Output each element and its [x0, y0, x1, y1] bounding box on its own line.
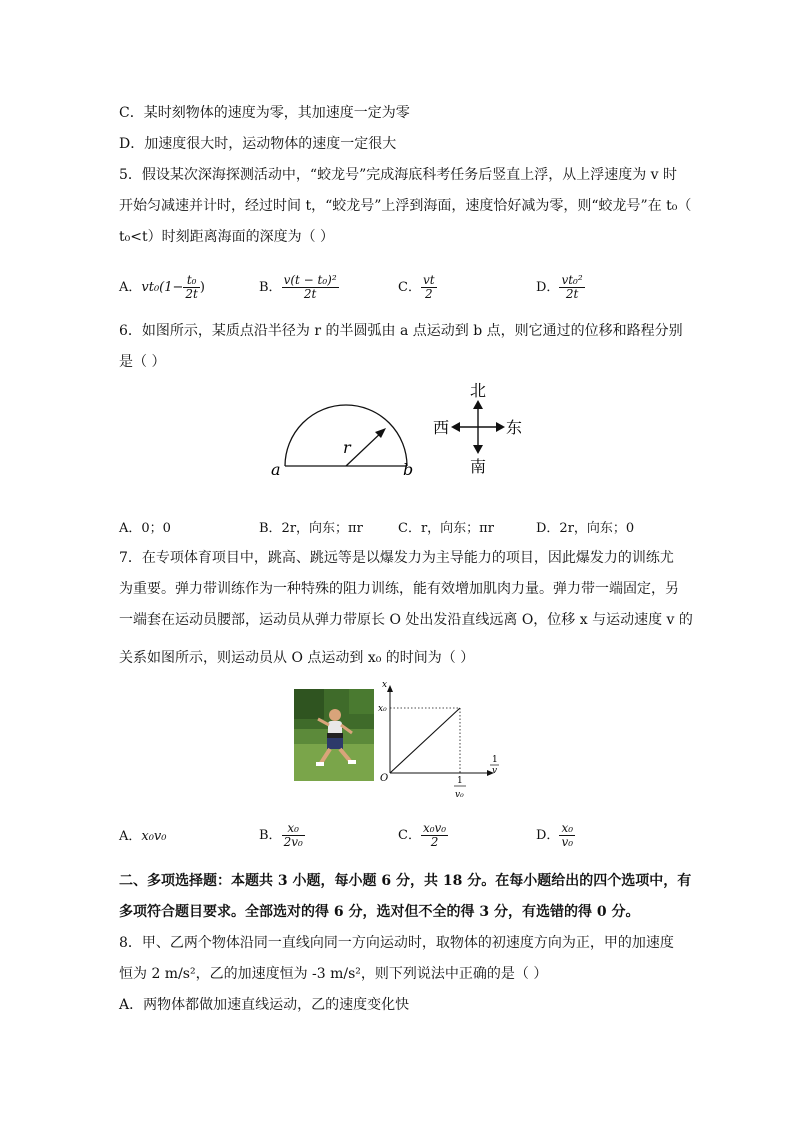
tick-den: v₀ — [455, 790, 464, 800]
question-8-line-2: 恒为 2 m/s²，乙的加速度恒为 -3 m/s²，则下列说法中正确的是（ ） — [119, 966, 548, 982]
data-line — [390, 708, 460, 773]
q5-option-a: A．vt₀(1− $\frac{\text{t₀}}{2t}$ ) — [119, 273, 205, 301]
west-arrow — [451, 422, 460, 432]
q7-option-d: D． $\frac{\text{x₀}}{\text{v₀}}$ — [536, 821, 574, 849]
q6-option-c: C．r，向东；πr — [398, 521, 494, 536]
origin-label: O — [380, 773, 389, 784]
east-arrow — [496, 422, 505, 432]
x0-label: x₀ — [378, 704, 387, 714]
q7-option-c: C． $\frac{\text{x₀v₀}}{2}$ — [398, 821, 447, 849]
question-7-line-3: 一端套在运动员腰部，运动员从弹力带原长 O 处出发沿直线远离 O，位移 x 与运动速度 v 的 — [119, 612, 693, 628]
label-b: b — [403, 460, 414, 479]
radius-arrow — [346, 430, 384, 466]
question-7-line-2: 为重要。弹力带训练作为一种特殊的阻力训练，能有效增加肌肉力量。弹力带一端固定，另 — [119, 581, 679, 597]
q6-option-b: B．2r，向东；πr — [259, 521, 363, 536]
question-5-line-1: 5．假设某次深海探测活动中，“蛟龙号”完成海底科考任务后竖直上浮，从上浮速度为 v 时 — [119, 167, 678, 183]
q5-option-c: C． $\frac{vt}{2}$ — [398, 273, 435, 301]
label-r: r — [343, 438, 351, 457]
label-south: 南 — [470, 457, 487, 476]
x-vs-inverse-v-graph — [378, 677, 508, 802]
section-2-heading-line-2: 多项符合题目要求。全部选对的得 6 分，选对但不全的得 3 分，有选错的得 0 分。 — [119, 904, 640, 920]
q7-option-b: B． $\frac{\text{x₀}}{\text{2v₀}}$ — [259, 821, 303, 849]
compass-figure — [425, 380, 535, 480]
q7-option-a: A．x₀v₀ — [119, 829, 167, 844]
h-axis-den: v — [492, 766, 498, 776]
question-5-line-3: t₀<t）时刻距离海面的深度为（ ） — [119, 229, 335, 245]
question-7-line-1: 7．在专项体育项目中，跳高、跳远等是以爆发力为主导能力的项目，因此爆发力的训练尤 — [119, 550, 674, 566]
label-west: 西 — [433, 418, 450, 437]
question-7-line-4: 关系如图所示，则运动员从 O 点运动到 x₀ 的时间为（ ） — [119, 650, 475, 666]
option-c-prev: C．某时刻物体的速度为零，其加速度一定为零 — [119, 105, 410, 121]
q6-option-a: A．0；0 — [119, 521, 171, 536]
label-north: 北 — [470, 381, 487, 400]
q8-option-a: A．两物体都做加速直线运动，乙的速度变化快 — [119, 997, 410, 1013]
question-6-line-2: 是（ ） — [119, 354, 166, 370]
question-6-line-1: 6．如图所示，某质点沿半径为 r 的半圆弧由 a 点运动到 b 点，则它通过的位移和路程分别 — [119, 323, 683, 339]
south-arrow — [473, 445, 483, 454]
question-5-line-2: 开始匀减速并计时，经过时间 t，“蛟龙号”上浮到海面，速度恰好减为零，则“蛟龙号”在 t₀（ — [119, 198, 692, 214]
h-axis-num: 1 — [492, 755, 498, 765]
tick-num: 1 — [457, 776, 463, 786]
q6-option-d: D．2r，向东；0 — [536, 521, 635, 536]
north-arrow — [473, 400, 483, 409]
q5-option-b: B． $\frac{\text{v(t − t₀)²}}{2t}$ — [259, 273, 337, 301]
label-east: 东 — [506, 418, 523, 437]
athlete-photo — [294, 689, 374, 781]
section-2-heading-line-1: 二、多项选择题：本题共 3 小题，每小题 6 分，共 18 分。在每小题给出的四个选项中，有 — [119, 873, 692, 889]
q5-option-d: D． $\frac{\text{vt₀²}}{2t}$ — [536, 273, 583, 301]
label-a: a — [271, 460, 281, 479]
y-axis-arrow — [387, 685, 393, 692]
axis-x-label: x — [382, 680, 388, 690]
question-8-line-1: 8．甲、乙两个物体沿同一直线向同一方向运动时，取物体的初速度方向为正，甲的加速度 — [119, 935, 674, 951]
option-d-prev: D．加速度很大时，运动物体的速度一定很大 — [119, 136, 397, 152]
